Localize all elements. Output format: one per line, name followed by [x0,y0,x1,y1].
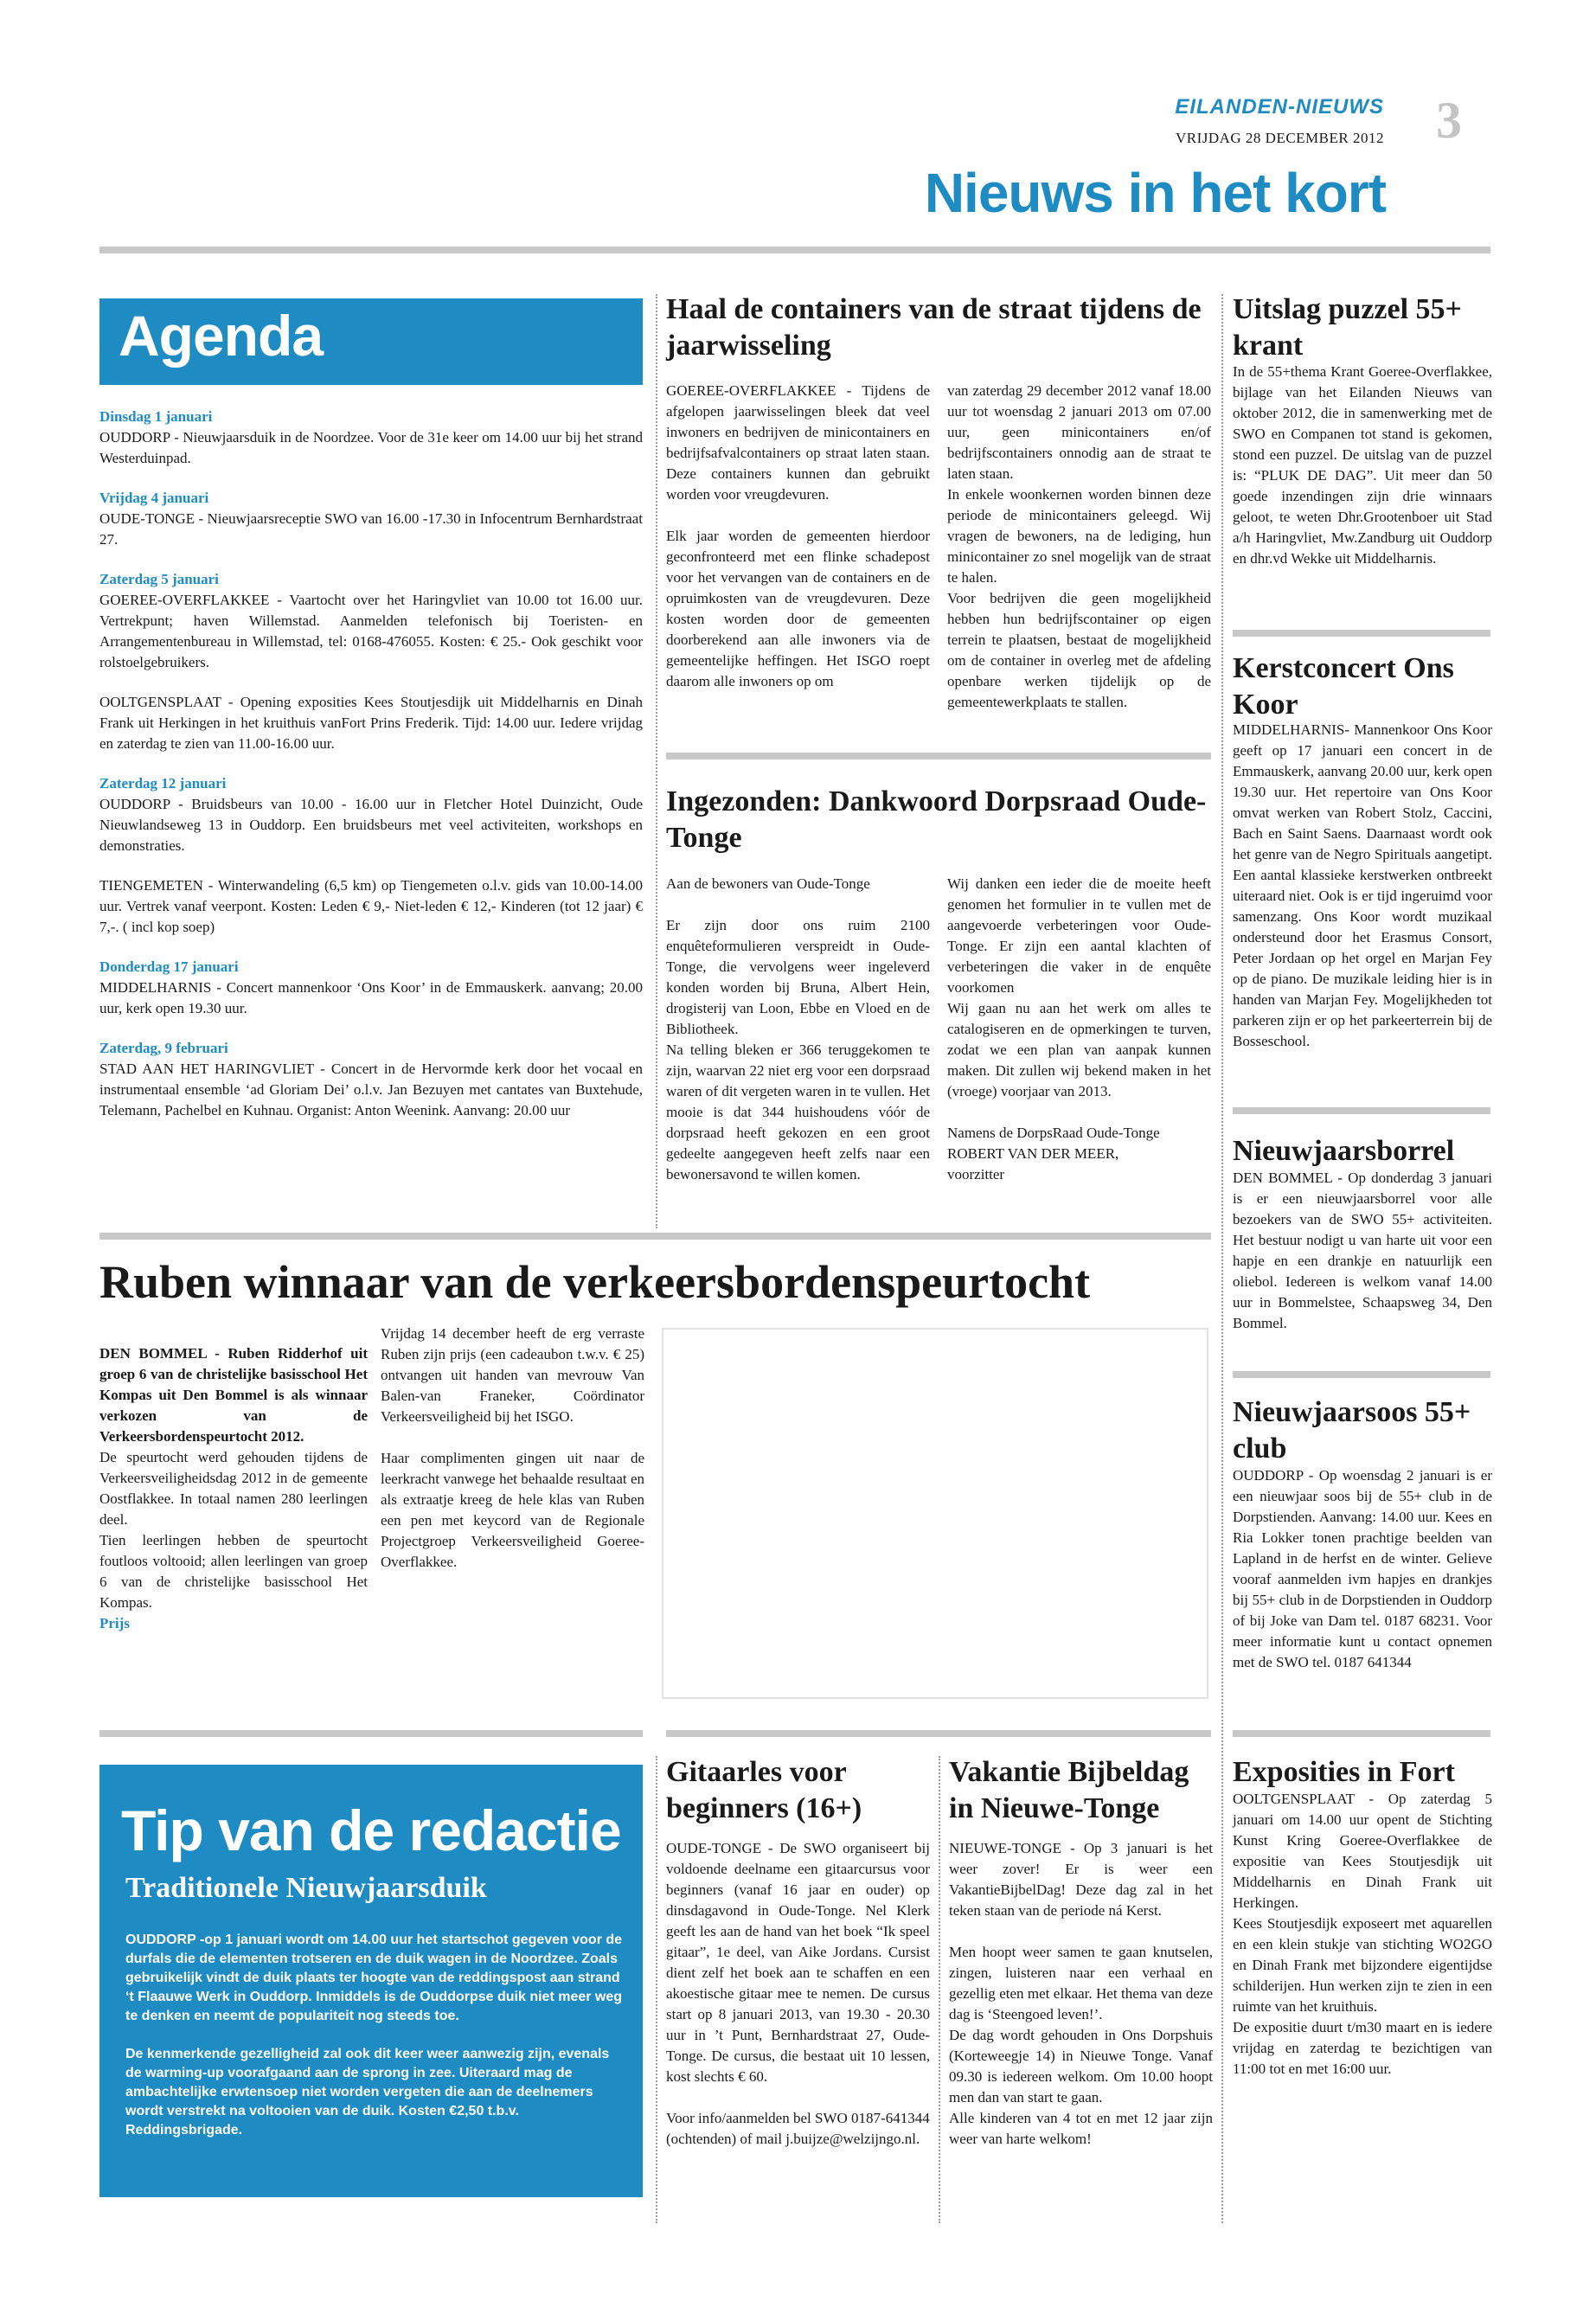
tip-subtitle: Traditionele Nieuwjaarsduik [125,1872,487,1904]
masthead-rule [99,247,1490,253]
paragraph: Voor bedrijven die geen mogelijkheid hebben hun bedrijfscontainer op eigen terrein te plaatsen, bestaat de mogelijkheid om de container in overleg met de afdeling openbare werken tijdelijk op de gemeentewerkplaats te stallen. [947,590,1211,710]
containers-headline: Haal de containers van de straat tijdens de jaarwisseling [666,293,1202,362]
agenda-item [99,773,643,856]
paragraph: NIEUWE-TONGE - Op 3 januari is het weer zover! Er is weer een VakantieBijbelDag! Deze dag zal in het teken staan van de periode ná Kerst. [949,1840,1213,1919]
paragraph: Haar complimenten gingen uit naar de leerkracht vanwege het behaalde resultaat en als extraatje kreeg de hele klas van Ruben een pen met keycord van de Regionale Projectgroep Verkeersveiligheid Goeree-Overflakkee. [381,1450,644,1570]
dankwoord-col2 [947,874,1211,1185]
article-rule [666,1730,1211,1737]
agenda-text: MIDDELHARNIS - Concert mannenkoor ‘Ons Koor’ in de Emmauskerk. aanvang; 20.00 uur, kerk open 19.30 uur. [99,979,643,1016]
agenda-item [99,1038,643,1121]
section-title: Nieuws in het kort [924,162,1386,224]
agenda-date: Dinsdag 1 januari [99,408,213,425]
paragraph: De kenmerkende gezelligheid zal ook dit keer weer aanwezig zijn, evenals de warming-up voorafgaand aan de sprong in zee. Uiteraard mag de ambachtelijke erwtensoep niet worden vergeten die aan de deelnemers wordt verstrekt na voltooien van de duik. Kosten €2,50 t.b.v. Reddingsbrigade. [125,2047,610,2138]
paragraph: Tien leerlingen hebben de speurtocht foutloos voltooid; allen leerlingen van groep 6 van de christelijke basisschool Het Kompas. [99,1532,368,1611]
agenda-date: Zaterdag 12 januari [99,775,227,792]
bijbel-body [949,1838,1213,2150]
issue-date: VRIJDAG 28 DECEMBER 2012 [1175,130,1384,146]
tip-title: Tip van de redactie [121,1798,621,1862]
paragraph: Er zijn door ons ruim 2100 enquêteformulieren verspreidt in Oude-Tonge, die vervolgens weer ingeleverd konden worden bij Bruna, Albert Hein, drogisterij van Loon, Ebbe en Vloed en de Bibliotheek. [666,917,930,1037]
paragraph: OUDE-TONGE - De SWO organiseert bij voldoende deelname een gitaarcursus voor beginners (vanaf 16 jaar en ouder) op dinsdagavond in Oude-Tonge. Nel Klerk geeft les aan de hand van het boek “Ik speel gitaar”, 1e deel, van Aike Jordans. Cursist dient zelf het boek aan te schaffen en een akoestische gitaar mee te nemen. De cursus start op 8 januari 2013, van 19.30 - 20.30 uur in ’t Punt, Bernhardstraat 27, Oude-Tonge. De cursus, die bestaat uit 10 lessen, kost slechts € 60. [666,1840,930,2085]
article-rule [1233,1107,1490,1114]
gitaar-headline: Gitaarles voor beginners (16+) [666,1756,862,1824]
paragraph: Voor info/aanmelden bel SWO 0187-641344 (ochtenden) of mail j.buijze@welzijngo.nl. [666,2110,930,2147]
agenda-text: TIENGEMETEN - Winterwandeling (6,5 km) op Tiengemeten o.l.v. gids van 10.00-14.00 uur. Vertrek vanaf veerpont. Kosten: Leden € 9,- Niet-leden € 12,- Kinderen (tot 12 jaar) € 7,-. ( incl kop soep) [99,877,643,935]
paragraph: Na telling bleken er 366 teruggekomen te zijn, waarvan 22 niet erg voor een dorpsraad waren of dit vergeten waren in te vullen. Het mooie is dat 344 huishoudens vóór de dorpsraad heeft gekozen en een groot gedeelte aangegeven heeft zelfs naar een bewonersavond te willen komen. [666,1042,930,1183]
agenda-text: OUDDORP - Bruidsbeurs van 10.00 - 16.00 uur in Fletcher Hotel Duinzicht, Oude Nieuwlandseweg 13 in Ouddorp. Een bruidsbeurs met veel activiteiten, workshops en demonstraties. [99,796,643,854]
agenda-text: STAD AAN HET HARINGVLIET - Concert in de Hervormde kerk door het vocaal en instrumentaal ensemble ‘ad Gloriam Dei’ o.l.v. Jan Bezuyen met cantates van Buxtehude, Telemann, Pachelbel en Kuhnau. Organist: Anton Weenink. Aanvang: 20.00 uur [99,1061,643,1118]
paragraph: OUDDORP -op 1 januari wordt om 14.00 uur het startschot gegeven voor de durfals die de elementen trotseren en de duik wagen in de Noordzee. Zoals gebruikelijk vindt de duik plaats ter hoogte van de reddingspost aan strand ‘t Flaauwe Werk in Ouddorp. Inmiddels is de Ouddorpse duik niet meer weg te denken en neemt de populariteit nog steeds toe. [125,1932,623,2023]
paragraph: De dag wordt gehouden in Ons Dorpshuis (Korteweegje 14) in Nieuwe Tonge. Vanaf 09.30 is iedereen welkom. Om 10.00 hoopt men dan van start te gaan. [949,2027,1213,2106]
brand-logo: EILANDEN-NIEUWS [1175,95,1384,119]
article-rule [99,1730,643,1737]
bijbel-headline: Vakantie Bijbeldag in Nieuwe-Tonge [949,1756,1189,1824]
gitaar-body [666,1838,930,2150]
agenda-item [99,957,643,1019]
ruben-col1 [99,1343,368,1634]
containers-col2 [947,381,1211,713]
borrel-body [1233,1168,1492,1334]
paragraph: MIDDELHARNIS- Mannenkoor Ons Koor geeft op 17 januari een concert in de Emmauskerk, aanvang 20.00 uur, kerk open 19.30 uur. Het repertoire van Ons Koor omvat werken van Robert Stolz, Caccini, Bach en Saint Saens. Daarnaast wordt ook het genre van de Negro Spirituals aangetipt. Een aantal klassieke kerstwerken ontbreekt uiteraard niet. Ook is er tijd ingeruimd voor samenzang. Ons Koor wordt muzikaal ondersteund door het Erasmus Consort, Peter Jordaan op het orgel en Marjan Fey op de piano. De muzikale leiding hier is in handen van Marjan Fey. Mogelijkheden tot parkeren zijn er op het parkeerterrein bij de Bosseschool. [1233,721,1492,1049]
ruben-col2 [381,1324,644,1573]
signature-line: Namens de DorpsRaad Oude-Tonge [947,1125,1160,1141]
paragraph: In enkele woonkernen worden binnen deze periode de minicontainers geleegd. Wij vragen de bewoners, na de lediging, hun minicontainer zo snel mogelijk van de straat te halen. [947,486,1211,586]
exposities-body [1233,1789,1492,2080]
borrel-headline: Nieuwjaarsborrel [1233,1135,1455,1167]
agenda-item [99,488,643,550]
paragraph: De speurtocht werd gehouden tijdens de Verkeersveiligheidsdag 2012 in de gemeente Oostflakkee. In totaal namen 280 leerlingen deel. [99,1449,368,1528]
soos-body [1233,1465,1492,1673]
article-rule [1233,1371,1490,1378]
paragraph: Aan de bewoners van Oude-Tonge [666,875,870,892]
credit-label: Prijs [99,1615,130,1631]
paragraph: OOLTGENSPLAAT - Op zaterdag 5 januari om 14.00 uur opent de Stichting Kunst Kring Goeree-Overflakkee de expositie van Kees Stoutjesdijk uit Middelharnis en Dinah Frank uit Herkingen. [1233,1791,1492,1911]
paragraph: Elk jaar worden de gemeenten hierdoor geconfronteerd met een flinke schadepost voor het vervangen van de containers en de opruimkosten van de vreugdevuren. Deze kosten worden door de gemeenten doorberekend aan alle inwoners via de gemeentelijke heffingen. Het ISGO roept daarom alle inwoners op om [666,528,930,689]
paragraph: Wij danken een ieder die de moeite heeft genomen het formulier in te vullen met de aangevoerde verbeteringen voor Oude-Tonge. Er zijn een aantal klachten of verbeteringen die vaker in de enquête voorkomen [947,875,1211,996]
article-rule [1233,1730,1490,1737]
paragraph: In de 55+thema Krant Goeree-Overflakkee, bijlage van het Eilanden Nieuws van oktober 2012, die in samenwerking met de SWO en Companen tot stand is gekomen, stond een puzzel. De uitslag van de puzzel is: “PLUK DE DAG”. Uit meer dan 50 goede inzendingen zijn drie winnaars geloot, te weten Dhr.Grootenboer uit Stad a/h Haringvliet, Mw.Zandburg uit Ouddorp en dhr.vd Wekke uit Middelharnis. [1233,363,1492,567]
agenda-text: GOEREE-OVERFLAKKEE - Vaartocht over het Haringvliet van 10.00 tot 16.00 uur. Vertrekpunt; haven Willemstad. Aanmelden telefonisch bij Toeristen- en Arrangementenbureau in Willemstad, tel: 0168-476055. Kosten: € 25.- Ook geschikt voor rolstoelgebruikers. [99,592,643,670]
agenda-text: OUDDORP - Nieuwjaarsduik in de Noordzee. Voor de 31e keer om 14.00 uur bij het strand Westerduinpad. [99,429,643,466]
dankwoord-col1 [666,874,930,1185]
paragraph: Kees Stoutjesdijk exposeert met aquarellen en een klein stukje van stichting WO2GO en Dinah Frank met bijzondere eigentijdse schilderijen. Hun werken zijn te zien in een ruimte van het kruithuis. [1233,1915,1492,2015]
column-separator [656,294,657,1228]
paragraph: Vrijdag 14 december heeft de erg verraste Ruben zijn prijs (een cadeaubon t.w.v. € 25) ontvangen uit handen van mevrouw Van Balen-van Franeker, Coördinator Verkeersveiligheid bij het ISGO. [381,1325,644,1425]
tip-body [125,1931,623,2140]
containers-col1 [666,381,930,692]
agenda-item [99,692,643,754]
column-separator [939,1756,940,2223]
column-separator [656,1756,657,2223]
paragraph: DEN BOMMEL - Op donderdag 3 januari is er een nieuwjaarsborrel voor alle bezoekers van de SWO 55+ activiteiten. Het bestuur nodigt u van harte uit voor een hapje en een drankje en natuurlijk een oliebol. Iedereen is welkom vanaf 14.00 uur in Bommelstee, Schaapsweg 34, Den Bommel. [1233,1170,1492,1331]
exposities-headline: Exposities in Fort [1233,1756,1455,1788]
kerstconcert-body [1233,720,1492,1052]
puzzel-headline: Uitslag puzzel 55+ krant [1233,293,1462,362]
soos-headline: Nieuwjaarsoos 55+ club [1233,1396,1471,1465]
article-rule [99,1233,1211,1240]
agenda-text: OOLTGENSPLAAT - Opening exposities Kees Stoutjesdijk uit Middelharnis en Dinah Frank uit Herkingen in het kruithuis vanFort Prins Frederik. Tijd: 14.00 uur. Iedere vrijdag en zaterdag te zien van 11.00-16.00 uur. [99,694,643,752]
ruben-headline: Ruben winnaar van de verkeersbordenspeurtocht [99,1256,1091,1308]
page-number: 3 [1436,92,1462,149]
lead-paragraph: DEN BOMMEL - Ruben Ridderhof uit groep 6 van de christelijke basisschool Het Kompas uit Den Bommel is als winnaar verkozen van de Verkeersbordenspeurtocht 2012. [99,1345,368,1445]
agenda-item [99,875,643,938]
agenda-date: Zaterdag 5 januari [99,571,219,587]
agenda-item [99,569,643,673]
paragraph: Wij gaan nu aan het werk om alles te catalogiseren en de opmerkingen te turven, zodat we een plan van aanpak kunnen maken. Dit zullen wij bekend maken in het (vroege) voorjaar van 2013. [947,1000,1211,1099]
agenda-date: Vrijdag 4 januari [99,490,209,506]
paragraph: Alle kinderen van 4 tot en met 12 jaar zijn weer van harte welkom! [949,2110,1213,2147]
paragraph: van zaterdag 29 december 2012 vanaf 18.00 uur tot woensdag 2 januari 2013 om 07.00 uur, geen minicontainers en/of bedrijfscontainers onnodig aan de straat te laten staan. [947,382,1211,482]
agenda-text: OUDE-TONGE - Nieuwjaarsreceptie SWO van 16.00 -17.30 in Infocentrum Bernhardstraat 27. [99,510,643,548]
article-rule [1233,630,1490,637]
paragraph: De expositie duurt t/m30 maart en is iedere vrijdag en zaterdag te bezichtigen van 11:00 tot en met 16:00 uur. [1233,2019,1492,2077]
kerstconcert-headline: Kerstconcert Ons Koor [1233,652,1454,721]
signature-role: voorzitter [947,1166,1005,1183]
agenda-date: Zaterdag, 9 februari [99,1040,228,1056]
agenda-list [99,407,643,1140]
paragraph: Men hoopt weer samen te gaan knutselen, zingen, luisteren naar een verhaal en gezellig eten met elkaar. Het thema van deze dag is ‘Steengoed leven!’. [949,1944,1213,2022]
column-separator [1221,294,1223,2223]
agenda-title: Agenda [119,304,324,368]
paragraph: GOEREE-OVERFLAKKEE - Tijdens de afgelopen jaarwisselingen bleek dat veel inwoners en bedrijven de minicontainers en bedrijfsafvalcontainers op straat laten staan. Deze containers kunnen dan gebruikt worden voor vreugdevuren. [666,382,930,503]
puzzel-body [1233,362,1492,569]
dankwoord-headline: Ingezonden: Dankwoord Dorpsraad Oude-Tonge [666,785,1207,854]
agenda-item [99,407,643,469]
signature-name: ROBERT VAN DER MEER, [947,1145,1119,1162]
article-rule [666,753,1211,760]
photo-placeholder [662,1328,1208,1699]
paragraph: OUDDORP - Op woensdag 2 januari is er een nieuwjaar soos bij de 55+ club in de Dorpstienden. Aanvang: 14.00 uur. Kees en Ria Lokker tonen prachtige beelden van Lapland in de herfst en de winter. Gelieve vooraf aanmelden ivm hapjes en drankjes bij 55+ club in de Dorpstienden in Ouddorp of bij Joke van Dam tel. 0187 68231. Voor meer informatie kunt u contact opnemen met de SWO tel. 0187 641344 [1233,1467,1492,1670]
agenda-date: Donderdag 17 januari [99,958,239,975]
